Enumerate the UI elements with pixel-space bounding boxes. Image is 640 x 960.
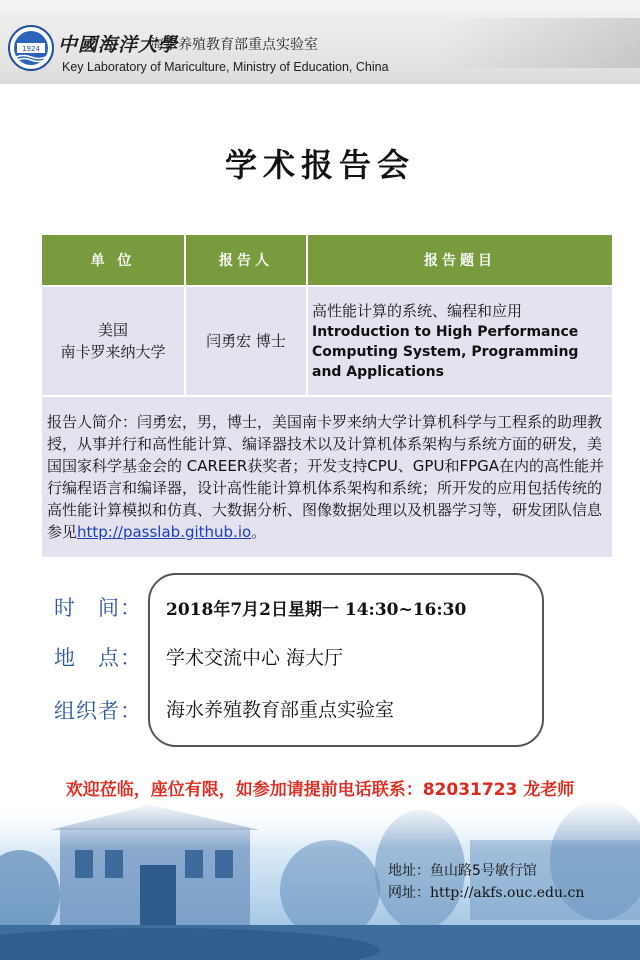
place-label: 地 点： [54, 646, 142, 670]
unit-cell [41, 286, 185, 396]
welcome-notice: 欢迎莅临，座位有限，如参加请提前电话联系：82031723 龙老师 [65, 780, 575, 800]
report-table [40, 233, 614, 559]
university-logo [8, 25, 54, 71]
organizer-value: 海水养殖教育部重点实验室 [166, 699, 395, 721]
bio-row [41, 396, 613, 558]
address-line: 地址：鱼山路5号敏行馆 [388, 863, 537, 879]
header-speaker: 报告人 [185, 234, 307, 286]
time-value: 2018年7月2日星期一 14:30~16:30 [166, 600, 467, 620]
unit-line1: 美国 [97, 321, 128, 339]
university-name: 中國海洋大學 [58, 34, 179, 56]
topic-en: Introduction to High Performance Computing System, Programming and Applications [312, 324, 579, 380]
page-title: 学术报告会 [224, 146, 415, 184]
logo-year: 1924 [22, 45, 40, 53]
address-block [388, 860, 584, 904]
website-line: 网址：http://akfs.ouc.edu.cn [388, 885, 585, 901]
bio-link[interactable]: http://passlab.github.io [77, 523, 252, 541]
header-shade [440, 18, 640, 68]
topic-cn: 高性能计算的系统、编程和应用 [312, 302, 523, 320]
lab-name-en: Key Laboratory of Mariculture, Ministry of Education, China [62, 60, 389, 74]
place-value: 学术交流中心 海大厅 [166, 647, 344, 669]
organizer-label: 组织者： [54, 699, 142, 723]
time-label: 时 间： [54, 596, 142, 620]
header-unit: 单 位 [41, 234, 185, 286]
table-header-row [41, 234, 613, 286]
bio-text: 报告人简介：闫勇宏，男，博士，美国南卡罗来纳大学计算机科学与工程系的助理教授，从事并行和高性能计算、编译器技术以及计算机体系架构与系统方面的研发，美国国家科学基金会的 CAREER获奖者；开发支持CPU、GPU和FPGA在内的高性能并行编程语言和编译器，设计高性能计算机体系架构和系统；所开发的应用包括传统的高性能计算模拟和仿真、大数据分析、图像数据处理以及机器学习等，研发团队信息参见 [47, 413, 605, 541]
topic-cell [307, 286, 613, 396]
table-row [41, 286, 613, 396]
unit-line2: 南卡罗来纳大学 [60, 343, 166, 361]
lab-name-cn: 海水养殖教育部重点实验室 [150, 37, 318, 53]
bio-end: 。 [251, 523, 267, 541]
header-topic: 报告题目 [307, 234, 613, 286]
speaker-cell: 闫勇宏 博士 [185, 286, 307, 396]
bio-cell [41, 396, 613, 558]
